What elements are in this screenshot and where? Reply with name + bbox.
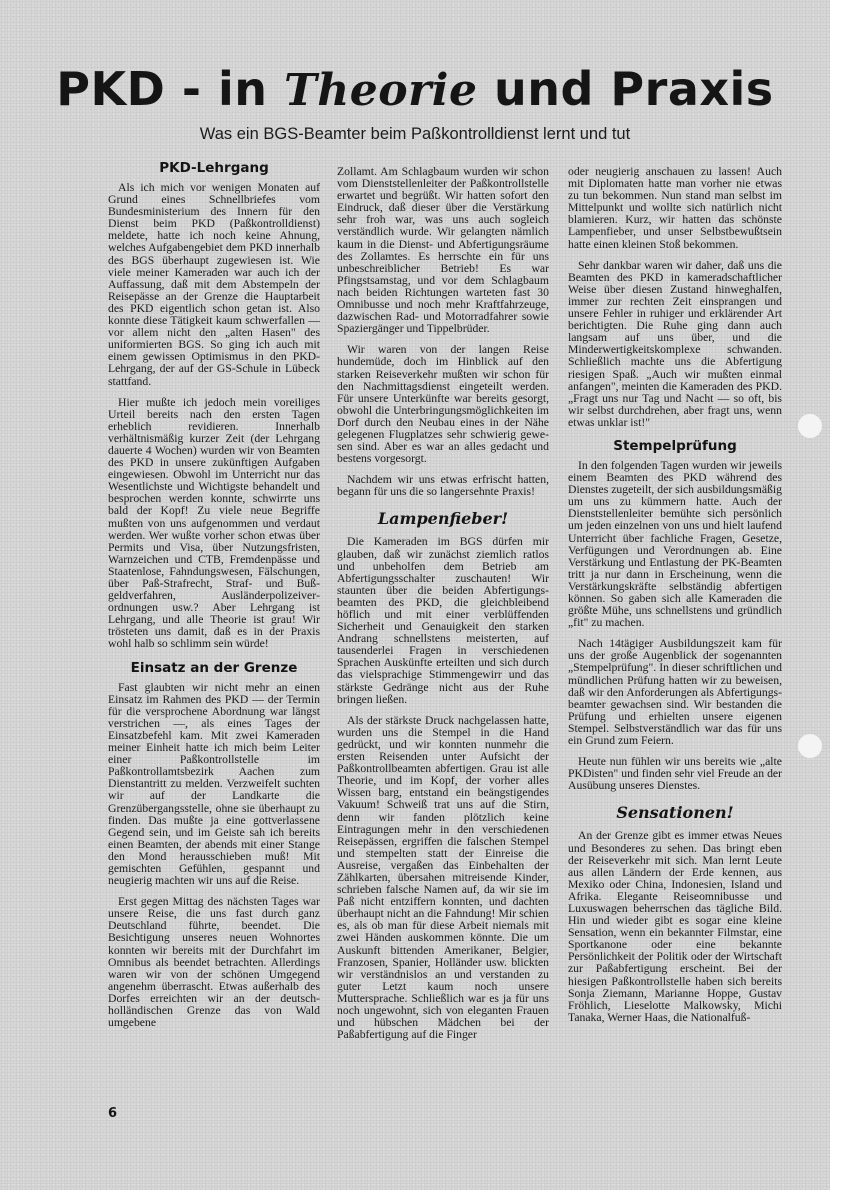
page-number: 6 — [108, 1106, 118, 1121]
section-heading-einsatz: Einsatz an der Grenze — [130, 659, 298, 676]
article-subtitle: Was ein BGS-Beamter beim Paßkontrolldienst lernt und tut — [199, 125, 631, 143]
paragraph: In den folgenden Tagen wurden wir jeweils einem Beamten des PKD während des Dienstes zugeteilt, der sich ausbildungsmäßig um uns zu kümmern hatte. Auch der Dienststellenleiter bemühte sich persönlich um jeden einzelnen von uns und hielt laufend Unterricht über fachliche Fragen, Gesetze, Verfügungen und Verordnungen ab. Eine Verstärkung und Entlastung der PK-Beamten tritt ja nur dann in Erscheinung, wenn die Verstärkungskräfte selbständig abfertigen können. So gaben sich alle Kameraden die größte Mühe, uns schnellstens und gründlich „fit" zu machen. — [568, 458, 782, 630]
punch-hole-top — [798, 414, 822, 438]
paragraph: Wir waren von der langen Reise hundemüde, doch im Hinblick auf den starken Reiseverkehr mußten wir schon für den Nachmittagsdienst eingeteilt werden. Für unsere Unterkünfte war bereits gesorgt, obwohl die Unterbringungsmöglichkeiten im Dorf durch den Neubau eines in der Nähe gelegenen Flugplatzes sehr schwierig gewesen sind. Aber es war an alles gedacht und bestens vorgesorgt. — [337, 343, 549, 466]
punch-hole-bottom — [798, 734, 822, 758]
paragraph: Sehr dankbar waren wir daher, daß uns die Beamten des PKD in kameradschaftlicher Weise über diesen Zustand hinweghalfen, immer zur rechten Zeit einsprangen und unsere Fehler in ruhiger und erklärender Art berichtigten. Die Ruhe ging dann auch langsam auf uns über, und die Minderwertigkeitskomplexe schwanden. Schließlich machte uns die Abfertigung riesigen Spaß. „Auch wir mußten einmal anfangen", meinten die Kameraden des PKD. „Fragt uns nur Tag und Nacht — so oft, bis wir selbst durchdrehen, aber fragt uns, wenn etwas unklar ist!" — [568, 258, 782, 429]
paragraph: Fast glaubten wir nicht mehr an einen Einsatz im Rahmen des PKD — der Termin für die versprochene Abordnung war längst verstrichen —, als eines Tages der Einsatzbefehl kam. Mit zwei Kameraden meiner Einheit hatte ich mich beim Leiter einer Paßkontrollstelle im Paßkontrollamtsbezirk Aachen zum Dienstantritt zu melden. Verzweifelt suchten wir auf der Landkarte die Grenzübergangsstelle, ohne sie überhaupt zu finden. Das mußte ja eine gottverlassene Gegend sein, und im Geiste sah ich bereits einen Beamten, der abends mit einer Stange den Mond herausschieben muß! Mit gemischten Gefühlen, gespannt und neugierig machten wir uns auf die Reise. — [108, 680, 320, 888]
column-3 — [568, 166, 782, 1033]
paragraph: Erst gegen Mittag des nächsten Tages war unsere Reise, die uns fast durch ganz Deutschland führte, beendet. Die Besichtigung unseres neuen Wohnortes konnten wir bereits mit der Durchfahrt im Omnibus als beendet betrachten. Allerdings waren wir von der schönen Umgegend angenehm überrascht. Etwas außerhalb des Dorfes erreichten wir an der deutsch-holländischen Grenze das von Wald umgebene — [108, 895, 320, 1030]
paragraph: Zollamt. Am Schlagbaum wurden wir schon vom Dienststellenleiter der Paßkontrollstelle erwartet und begrüßt. Wir hatten sofort den Eindruck, daß dieser über die Verstärkung sehr froh war, was uns auch sogleich verständlich wurde. Wir gelangten nämlich kaum in die Dienst- und Abfertigungsräume des Zollamtes. Es herrschte ein für uns unbeschreiblicher Betrieb! Es war Pfingstsamstag, und vor dem Schlagbaum nach beiden Richtungen warteten fast 30 Omnibusse und noch mehr Kraftfahrzeuge, dazwischen Rad- und Motorradfahrer sowie Spaziergänger und Tippelbrüder. — [337, 165, 549, 336]
paragraph: Hier mußte ich jedoch mein voreiliges Urteil bereits nach den ersten Tagen erheblich revidieren. Innerhalb verhältnismäßig kurzer Zeit (der Lehrgang dauerte 4 Wochen) wurden wir von Beamten des PKD in unsere zukünftigen Aufgaben eingewiesen. Obwohl im Unterricht nur das Wesentlichste und Wichtigste behandelt und besprochen werden konnte, schwirrte uns bald der Kopf! Zu viele neue Begriffe mußten von uns aufgenommen und verdaut werden. Wer wußte vorher schon etwas über Permits und Visa, über Nutzungsfristen, Warnzeichen und CTB, Fremdenpässe und Staatenlose, Fahndungswesen, Fälschungen, über Paß-Strafrecht, Straf- und Bußgeldverfahren, Ausländerpolizeiverordnungen usw.? Aber Lehrgang ist Lehrgang, und alle Theorie ist grau! Wir trösteten uns damit, daß es in der Praxis wohl halb so schlimm sein würde! — [108, 395, 320, 651]
section-heading-lehrgang: PKD-Lehrgang — [159, 160, 269, 176]
title-script-word: Theorie — [284, 65, 478, 116]
paragraph: Als ich mich vor wenigen Monaten auf Grund eines Schnellbriefes vom Bundesministerium des Innern für den Dienst beim PKD (Paßkontrolldienst) meldete, hatte ich noch keine Ahnung, welches Aufgabengebiet dem PKD innerhalb des BGS überhaupt zugewiesen ist. Wie viele meiner Kameraden war auch ich der Auffassung, daß mit dem Abstempeln der Reisepässe an der Grenze die Hauptarbeit des PKD eigentlich schon getan ist. Also konnte diese Tätigkeit kaum schwerfallen — vor allem nicht den „alten Hasen" des uniformierten BGS. So ging ich auch mit einem gewissen Optimismus in den PKD-Lehrgang, der auf der GS-Schule in Lübeck stattfand. — [108, 181, 320, 388]
section-heading-sensationen: Sensationen! — [616, 803, 734, 823]
section-heading-lampenfieber: Lampenfieber! — [377, 509, 509, 529]
paragraph: Nach 14tägiger Ausbildungszeit kam für uns der große Augenblick der sogenannten „Stempelprüfung". In dieser schriftlichen und mündlichen Prüfung hatten wir zu beweisen, daß wir den Anforderungen als Abfertigungsbeamter gewachsen sind. Wir bestanden die Prüfung und erhielten unsere eigenen Stempel. Selbstverständlich war das für uns ein Grund zum Feiern. — [568, 637, 782, 748]
paragraph: Als der stärkste Druck nachgelassen hatte, wurden uns die Stempel in die Hand gedrückt, und wir konnten nunmehr die ersten Reisenden unter Aufsicht der Paßkontrollbeamten abfertigen. Grau ist alle Theorie, und im Kopf, der vorher alles Wissen barg, entstand ein beängstigendes Vakuum! Schweiß trat uns auf die Stirn, denn wir fanden plötzlich keine Eintragungen mehr in den verschiedenen Reisepässen, ergriffen die falschen Stempel und stempelten statt der Einreise die Ausreise, vergaßen das Einbehalten der Zählkarten, übersahen mitreisende Kinder, schrieben falsche Namen auf, da wir sie im Paß nicht entziffern konnten, und dachten überhaupt nicht an die Fahndung! Mir schien es, als ob man für diese Arbeit niemals mit zwei Händen auskommen könnte. Die um Auskunft bittenden Amerikaner, Belgier, Franzosen, Spanier, Holländer usw. blickten wir verständnislos an und verstanden zu guter Letzt kaum noch unsere Muttersprache. Schließlich war es ja für uns noch ungewohnt, sich von eleganten Frauen und hübschen Mädchen bei der Paßabfertigung auf die Finger — [337, 713, 549, 1042]
paragraph: Nachdem wir uns etwas erfrischt hatten, begann für uns die so langersehnte Praxis! — [337, 473, 549, 499]
section-heading-stempelpruefung: Stempelprüfung — [613, 437, 737, 454]
title-part-1: PKD - in — [56, 62, 284, 116]
paragraph: Heute nun fühlen wir uns bereits wie „alte PKDisten" und finden sehr viel Freude an der Ausübung unseres Dienstes. — [568, 755, 782, 793]
title-part-2: und Praxis — [477, 62, 774, 116]
column-2 — [337, 166, 549, 1050]
paragraph: Die Kameraden im BGS dürfen mir glauben, daß wir zunächst ziemlich ratlos und unbeholfen dem Betrieb am Abfertigungsschalter zuschauten! Wir staunten über die beiden Abfertigungsbeamten des PKD, die gleichbleibend höflich und mit einer verblüffenden Sicherheit und Genauigkeit den starken Andrang schnellstens meisterten, auf tausenderlei Fragen in verschiedenen Sprachen Auskünfte erteilten und sich durch das vielsprachige Stimmengewirr und das stärkste Gedränge nicht aus der Ruhe bringen ließen. — [337, 535, 549, 706]
paragraph: An der Grenze gibt es immer etwas Neues und Besonderes zu sehen. Das bringt eben der Reiseverkehr mit sich. Man lernt Leute aus allen Ländern der Erde kennen, aus Mexiko oder China, Indonesien, Island und Afrika. Elegante Reiseomnibusse und Luxuswagen beherrschen das tägliche Bild. Hin und wieder gibt es sogar eine kleine Sensation, wenn ein bekannter Filmstar, eine Sportkanone oder eine bekannte Persönlichkeit der Politik oder der Wirtschaft zur Paßabfertigung erscheint. Bei der hiesigen Paßkontrollstelle haben sich bereits Sonja Ziemann, Marianne Hoppe, Gustav Fröhlich, Lieselotte Malkowsky, Michi Tanaka, Werner Haas, die Nationalfuß- — [568, 829, 782, 1024]
article-title — [0, 62, 830, 116]
column-1 — [108, 160, 320, 1038]
paragraph: oder neugierig anschauen zu lassen! Auch mit Diplomaten hatte man vorher nie etwas zu tun bekommen. Nun stand man selbst im Mittelpunkt und wollte sich natürlich nicht blamieren. Kurz, wir hatten das schönste Lampenfieber, und unser Selbstbewußtsein hatte einen kleinen Stoß bekommen. — [568, 165, 782, 251]
